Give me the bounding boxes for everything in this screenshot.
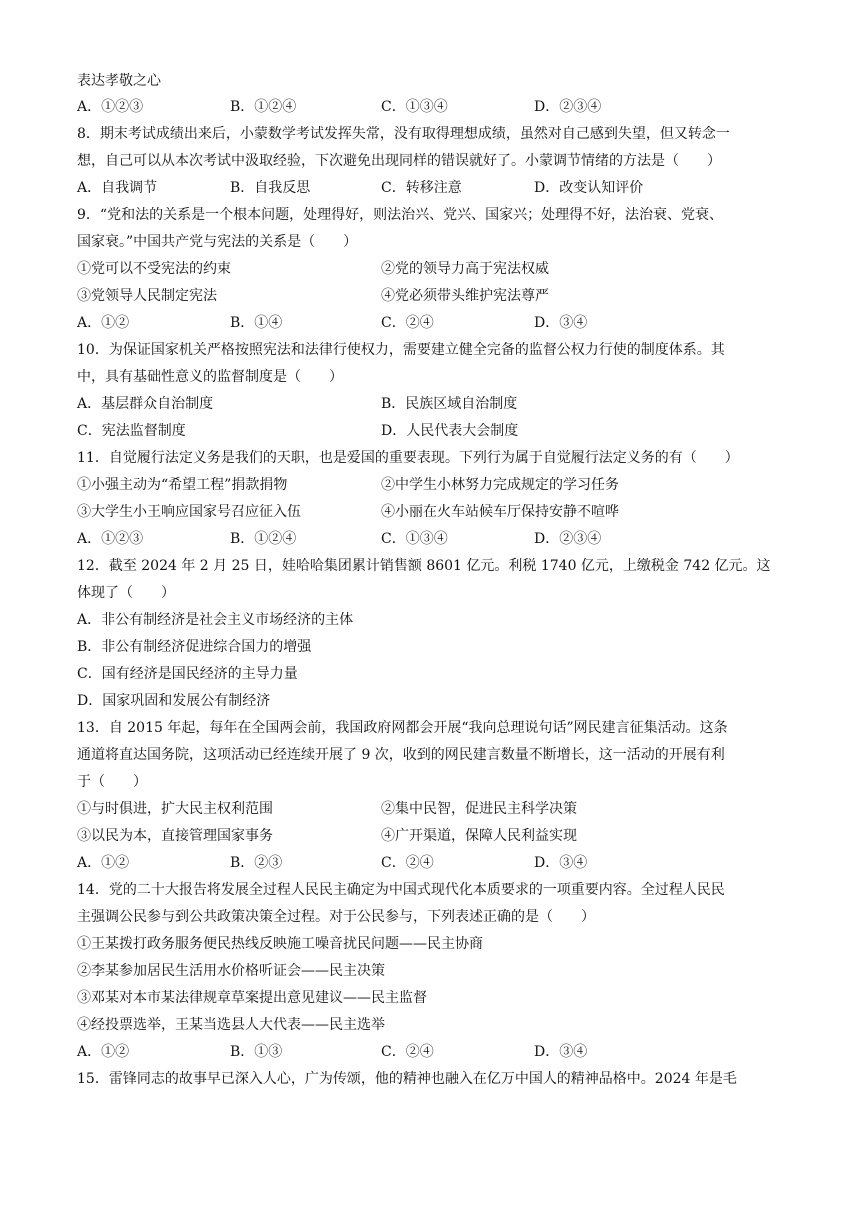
q14-statement-1: ①王某拨打政务服务便民热线反映施工噪音扰民问题——民主协商 bbox=[77, 936, 483, 952]
q9-option-a: A．①② bbox=[77, 315, 130, 331]
q13-option-d: D．③④ bbox=[534, 855, 588, 871]
q10-option-c: C．宪法监督制度 bbox=[77, 423, 186, 439]
q11-option-d: D．②③④ bbox=[534, 531, 602, 547]
q8-option-a: A．自我调节 bbox=[77, 180, 158, 196]
q9-statement-4: ④党必须带头维护宪法尊严 bbox=[381, 288, 549, 304]
q12-option-c: C．国有经济是国民经济的主导力量 bbox=[77, 666, 298, 682]
q13-stem-line-2: 通道将直达国务院，这项活动已经连续开展了 9 次，收到的网民建言数量不断增长，这一活动的开展有利 bbox=[77, 747, 725, 763]
q14-option-b: B．①③ bbox=[230, 1044, 283, 1060]
q8-option-b: B．自我反思 bbox=[230, 180, 311, 196]
q13-option-a: A．①② bbox=[77, 855, 130, 871]
q9-stem-line-2: 国家衰。”中国共产党与宪法的关系是（ ） bbox=[77, 234, 358, 250]
q7-option-b: B．①②④ bbox=[230, 99, 297, 115]
q10-stem-line-1: 10．为保证国家机关严格按照宪法和法律行使权力，需要建立健全完备的监督公权力行使的制度体系。其 bbox=[77, 342, 725, 358]
q8-option-c: C．转移注意 bbox=[381, 180, 462, 196]
q8-option-d: D．改变认知评价 bbox=[534, 180, 644, 196]
q14-statement-4: ④经投票选举，王某当选县人大代表——民主选举 bbox=[77, 1017, 385, 1033]
q10-option-a: A．基层群众自治制度 bbox=[77, 396, 214, 412]
q11-statement-4: ④小丽在火车站候车厅保持安静不喧哗 bbox=[381, 504, 619, 520]
q13-statement-4: ④广开渠道，保障人民利益实现 bbox=[381, 828, 577, 844]
q7-option-c: C．①③④ bbox=[381, 99, 448, 115]
q9-statement-3: ③党领导人民制定宪法 bbox=[77, 288, 217, 304]
q12-stem-line-2: 体现了（ ） bbox=[77, 585, 175, 601]
q9-option-b: B．①④ bbox=[230, 315, 283, 331]
q14-stem-line-2: 主强调公民参与到公共政策决策全过程。对于公民参与，下列表述正确的是（ ） bbox=[77, 909, 595, 925]
q13-option-b: B．②③ bbox=[230, 855, 283, 871]
q12-option-a: A．非公有制经济是社会主义市场经济的主体 bbox=[77, 612, 354, 628]
q9-statement-2: ②党的领导力高于宪法权威 bbox=[381, 261, 549, 277]
q13-stem-line-3: 于（ ） bbox=[77, 774, 147, 790]
q11-statement-3: ③大学生小王响应国家号召应征入伍 bbox=[77, 504, 301, 520]
q11-option-c: C．①③④ bbox=[381, 531, 448, 547]
q13-statement-2: ②集中民智，促进民主科学决策 bbox=[381, 801, 577, 817]
q11-statement-2: ②中学生小林努力完成规定的学习任务 bbox=[381, 477, 619, 493]
q13-option-c: C．②④ bbox=[381, 855, 434, 871]
q12-stem-line-1: 12．截至 2024 年 2 月 25 日，娃哈哈集团累计销售额 8601 亿元。利税 1740 亿元，上缴税金 742 亿元。这 bbox=[77, 558, 771, 574]
q9-option-c: C．②④ bbox=[381, 315, 434, 331]
q13-stem-line-1: 13．自 2015 年起，每年在全国两会前，我国政府网都会开展“我向总理说句话”网民建言征集活动。这条 bbox=[77, 720, 728, 736]
q11-stem-line-1: 11．自觉履行法定义务是我们的天职，也是爱国的重要表现。下列行为属于自觉履行法定义务的有（ ） bbox=[77, 450, 739, 466]
q14-option-a: A．①② bbox=[77, 1044, 130, 1060]
q15-stem-line-1: 15．雷锋同志的故事早已深入人心，广为传颂，他的精神也融入在亿万中国人的精神品格中。2024 年是毛 bbox=[77, 1071, 737, 1087]
q8-stem-line-2: 想，自己可以从本次考试中汲取经验，下次避免出现同样的错误就好了。小蒙调节情绪的方法是（ ） bbox=[77, 153, 721, 169]
q9-option-d: D．③④ bbox=[534, 315, 588, 331]
q12-option-d: D．国家巩固和发展公有制经济 bbox=[77, 693, 271, 709]
q8-stem-line-1: 8．期末考试成绩出来后，小蒙数学考试发挥失常，没有取得理想成绩，虽然对自己感到失望，但又转念一 bbox=[77, 126, 730, 142]
q10-stem-line-2: 中，具有基础性意义的监督制度是（ ） bbox=[77, 369, 343, 385]
q14-statement-2: ②李某参加居民生活用水价格听证会——民主决策 bbox=[77, 963, 385, 979]
q10-option-d: D．人民代表大会制度 bbox=[381, 423, 519, 439]
q13-statement-1: ①与时俱进，扩大民主权利范围 bbox=[77, 801, 273, 817]
q9-statement-1: ①党可以不受宪法的约束 bbox=[77, 261, 231, 277]
q14-option-c: C．②④ bbox=[381, 1044, 434, 1060]
q14-statement-3: ③邓某对本市某法律规章草案提出意见建议——民主监督 bbox=[77, 990, 427, 1006]
q7-option-d: D．②③④ bbox=[534, 99, 602, 115]
q11-option-a: A．①②③ bbox=[77, 531, 144, 547]
q13-statement-3: ③以民为本，直接管理国家事务 bbox=[77, 828, 273, 844]
q14-stem-line-1: 14．党的二十大报告将发展全过程人民民主确定为中国式现代化本质要求的一项重要内容。全过程人民民 bbox=[77, 882, 725, 898]
q9-stem-line-1: 9．“党和法的关系是一个根本问题，处理得好，则法治兴、党兴、国家兴；处理得不好，法治衰、党衰、 bbox=[77, 207, 724, 223]
q11-statement-1: ①小强主动为“希望工程”捐款捐物 bbox=[77, 477, 288, 493]
q12-option-b: B．非公有制经济促进综合国力的增强 bbox=[77, 639, 312, 655]
q14-option-d: D．③④ bbox=[534, 1044, 588, 1060]
q7-option-a: A．①②③ bbox=[77, 99, 144, 115]
q7-stem-tail: 表达孝敬之心 bbox=[77, 73, 161, 89]
q10-option-b: B．民族区域自治制度 bbox=[381, 396, 518, 412]
q11-option-b: B．①②④ bbox=[230, 531, 297, 547]
